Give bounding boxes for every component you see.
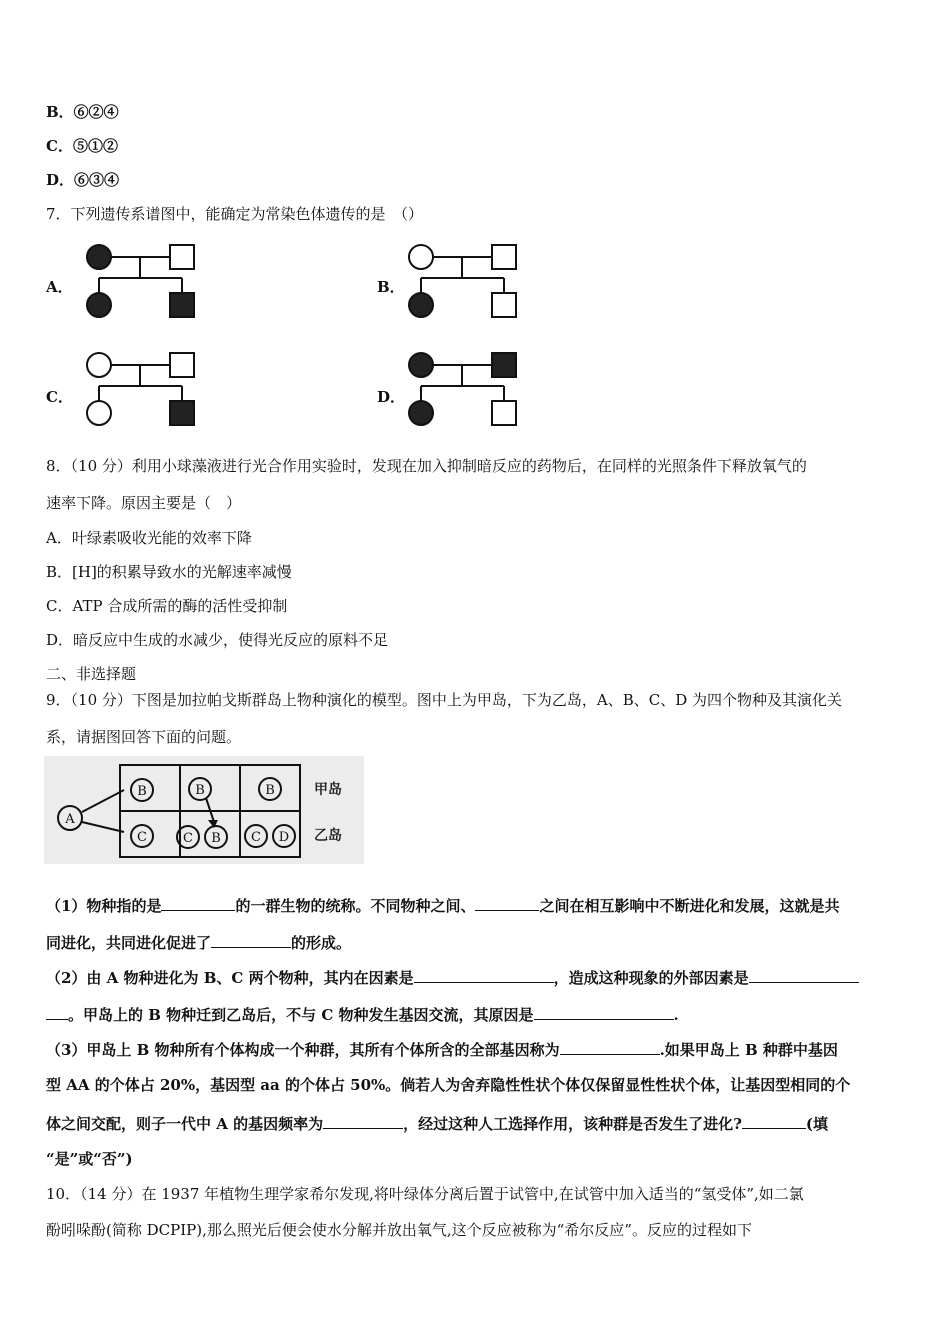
answer-blank[interactable] bbox=[475, 894, 539, 911]
q6-option-d: D．⑥③④ bbox=[46, 171, 120, 189]
q6-option-b: B．⑥②④ bbox=[46, 103, 119, 121]
answer-blank[interactable] bbox=[211, 931, 291, 948]
pedigree-a bbox=[80, 238, 200, 324]
q7-label-a: A． bbox=[46, 278, 73, 296]
answer-blank[interactable] bbox=[742, 1112, 806, 1129]
q9-part3-line2: 型 AA 的个体占 20%，基因型 aa 的个体占 50%。倘若人为舍弃隐性性状个体仅保留显性性状个体，让基因型相同的个 bbox=[46, 1076, 851, 1094]
q9-part2-line1: （2）由 A 物种进化为 B、C 两个物种，其内在因素是 ，造成这种现象的外部因素是 bbox=[46, 966, 859, 988]
q7-stem: 7．下列遗传系谱图中，能确定为常染色体遗传的是 （） bbox=[46, 205, 424, 223]
species-a: A bbox=[65, 812, 75, 827]
q6-option-c: C．⑤①② bbox=[46, 137, 118, 155]
q9-part1-line1: （1）物种指的是 的一群生物的统称。不同物种之间、 之间在相互影响中不断进化和发展，这就是共 bbox=[46, 894, 839, 916]
pedigree-c bbox=[80, 346, 200, 432]
q10-stem-line1: 10．（14 分）在 1937 年植物生理学家希尔发现,将叶绿体分离后置于试管中,在试管中加入适当的“氢受体”,如二氯 bbox=[46, 1185, 804, 1203]
pedigree-b bbox=[402, 238, 522, 324]
species-b-top-1: B bbox=[137, 784, 147, 799]
q8-stem-line2: 速率下降。原因主要是（ ） bbox=[46, 494, 242, 512]
species-c-bottom-3: C bbox=[251, 830, 261, 845]
species-c-bottom-1: C bbox=[137, 830, 147, 845]
species-b-bottom: B bbox=[211, 831, 221, 846]
answer-blank[interactable] bbox=[161, 894, 235, 911]
species-d-bottom: D bbox=[278, 830, 290, 845]
answer-blank[interactable] bbox=[46, 1003, 68, 1020]
island-bottom-label: 乙岛 bbox=[314, 828, 342, 844]
q10-stem-line2: 酚吲哚酚(简称 DCPIP),那么照光后便会使水分解并放出氧气,这个反应被称为“希尔反应”。反应的过程如下 bbox=[46, 1221, 752, 1239]
island-evolution-figure bbox=[44, 756, 364, 864]
answer-blank[interactable] bbox=[414, 966, 554, 983]
answer-blank[interactable] bbox=[749, 966, 859, 983]
q9-part3-line3: 体之间交配，则子一代中 A 的基因频率为 ，经过这种人工选择作用，该种群是否发生了进化? (填 bbox=[46, 1112, 828, 1134]
q8-option-a: A．叶绿素吸收光能的效率下降 bbox=[46, 529, 252, 547]
species-c-bottom-2: C bbox=[183, 831, 193, 846]
q8-stem-line1: 8．（10 分）利用小球藻液进行光合作用实验时，发现在加入抑制暗反应的药物后，在同样的光照条件下释放氧气的 bbox=[46, 457, 807, 475]
island-top-label: 甲岛 bbox=[314, 782, 342, 798]
pedigree-d bbox=[402, 346, 522, 432]
q8-option-d: D．暗反应中生成的水减少，使得光反应的原料不足 bbox=[46, 631, 389, 649]
answer-blank[interactable] bbox=[534, 1003, 674, 1020]
q7-label-d: D． bbox=[377, 388, 406, 406]
section-title: 二、非选择题 bbox=[46, 665, 137, 683]
q9-stem-line1: 9．（10 分）下图是加拉帕戈斯群岛上物种演化的模型。图中上为甲岛，下为乙岛，A、B、C、D 为四个物种及其演化关 bbox=[46, 691, 843, 709]
species-b-top-3: B bbox=[265, 783, 275, 798]
q9-part1-line2: 同进化，共同进化促进了 的形成。 bbox=[46, 931, 351, 953]
q8-option-c: C．ATP 合成所需的酶的活性受抑制 bbox=[46, 597, 288, 615]
q9-part3-line1: （3）甲岛上 B 物种所有个体构成一个种群，其所有个体所含的全部基因称为 .如果甲岛上 B 种群中基因 bbox=[46, 1038, 838, 1060]
q9-part2-line2: 。甲岛上的 B 物种迁到乙岛后，不与 C 物种发生基因交流，其原因是 . bbox=[46, 1003, 679, 1025]
species-b-top-2: B bbox=[195, 783, 205, 798]
answer-blank[interactable] bbox=[560, 1038, 660, 1055]
q9-stem-line2: 系，请据图回答下面的问题。 bbox=[46, 728, 242, 746]
q7-label-b: B． bbox=[377, 278, 405, 296]
q8-option-b: B．[H]的积累导致水的光解速率减慢 bbox=[46, 563, 292, 581]
answer-blank[interactable] bbox=[323, 1112, 403, 1129]
q7-label-c: C． bbox=[46, 388, 73, 406]
q9-part3-line4: “是”或“否”) bbox=[46, 1150, 133, 1168]
